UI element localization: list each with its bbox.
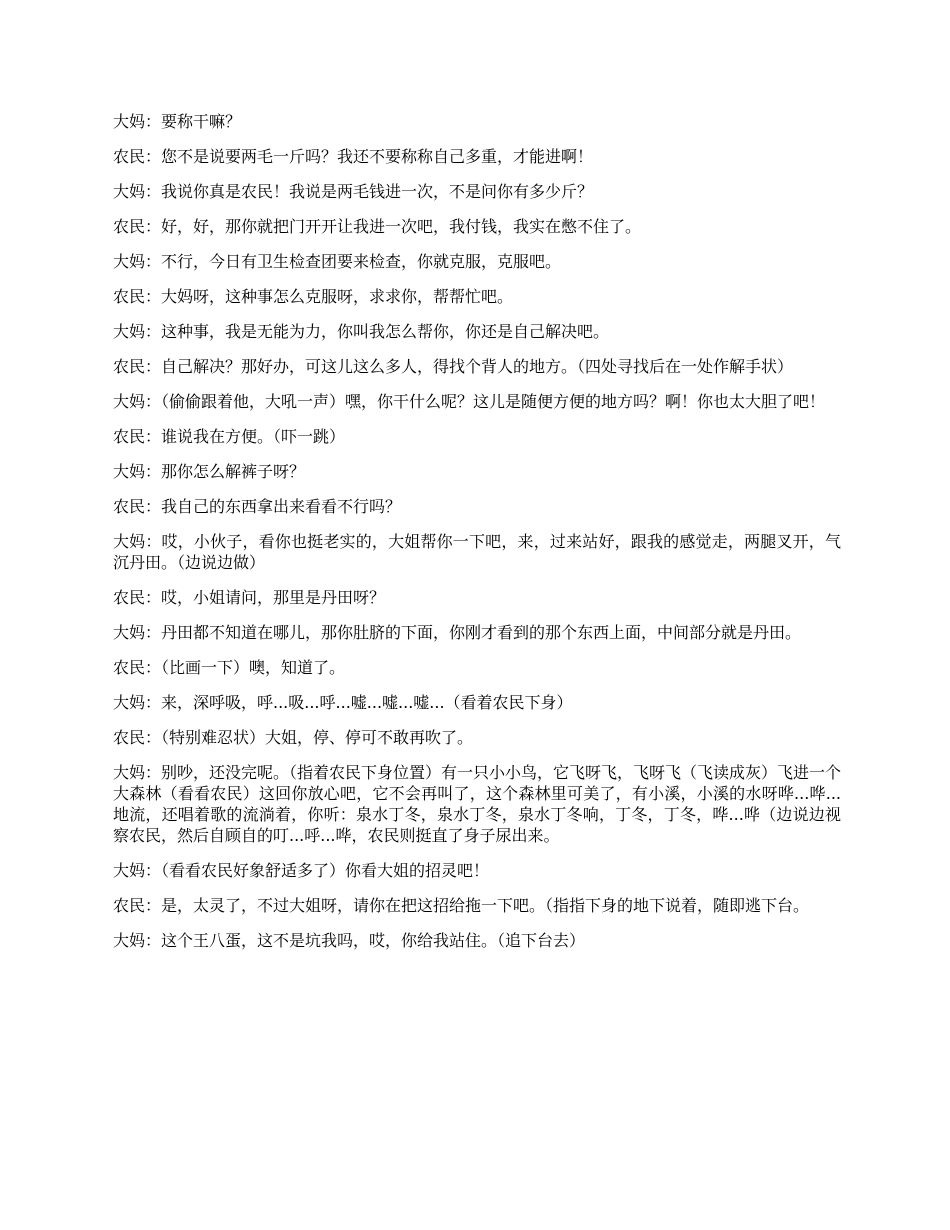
dialogue-line: 农民：（比画一下）噢，知道了。	[113, 658, 346, 677]
dialogue-line: 农民：大妈呀，这种事怎么克服呀，求求你，帮帮忙吧。	[113, 287, 514, 306]
dialogue-line: 农民：哎，小姐请问，那里是丹田呀？	[113, 588, 386, 607]
dialogue-line: 农民：我自己的东西拿出来看看不行吗？	[113, 497, 402, 516]
dialogue-line: 大妈：（看看农民好象舒适多了）你看大姐的招灵吧！	[113, 861, 490, 880]
dialogue-line: 大妈：这个王八蛋，这不是坑我吗，哎，你给我站住。（追下台去）	[113, 931, 586, 950]
dialogue-line: 大妈：要称干嘛？	[113, 112, 242, 131]
dialogue-line: 大妈：哎，小伙子，看你也挺老实的，大姐帮你一下吧，来，过来站好，跟我的感觉走，两腿叉开，气沉丹田。（边说边做）	[113, 532, 841, 572]
dialogue-line: 大妈：我说你真是农民！我说是两毛钱进一次，不是问你有多少斤？	[113, 182, 594, 201]
dialogue-line: 大妈：这种事，我是无能为力，你叫我怎么帮你，你还是自己解决吧。	[113, 322, 610, 341]
dialogue-line: 大妈：那你怎么解裤子呀？	[113, 462, 306, 481]
dialogue-line: 农民：您不是说要两毛一斤吗？我还不要称称自己多重，才能进啊！	[113, 147, 594, 166]
dialogue-line: 大妈：来，深呼吸，呼...吸...呼...嘘...嘘...嘘...（看着农民下身）	[113, 693, 573, 712]
dialogue-line: 大妈：不行，今日有卫生检查团要来检查，你就克服，克服吧。	[113, 252, 562, 271]
dialogue-line: 农民：是，太灵了，不过大姐呀，请你在把这招给拖一下吧。（指指下身的地下说着，随即逃下台。	[113, 896, 810, 915]
dialogue-line: 农民：自己解决？那好办，可这儿这么多人，得找个背人的地方。（四处寻找后在一处作解手状）	[113, 357, 794, 376]
script-dialogue	[113, 111, 841, 965]
dialogue-line: 大妈：（偷偷跟着他，大吼一声）嘿，你干什么呢？这儿是随便方便的地方吗？啊！你也太大胆了吧！	[113, 392, 826, 411]
dialogue-line: 大妈：丹田都不知道在哪儿，那你肚脐的下面，你刚才看到的那个东西上面，中间部分就是丹田。	[113, 623, 802, 642]
dialogue-line: 农民：（特别难忍状）大姐，停、停可不敢再吹了。	[113, 728, 474, 747]
dialogue-line: 农民：好，好，那你就把门开开让我进一次吧，我付钱，我实在憋不住了。	[113, 217, 642, 236]
dialogue-line: 大妈：别吵，还没完呢。（指着农民下身位置）有一只小小鸟，它飞呀飞，飞呀飞（飞读成灰）飞进一个大森林（看看农民）这回你放心吧，它不会再叫了，这个森林里可美了，有小溪，小溪的水呀哗...哗...地流，还唱着歌的流淌着，你听：泉水丁冬，泉水丁冬，泉水丁冬响，丁冬，丁冬，哗...哗（边说边视察农民，然后自顾自的叮...呼...哗，农民则挺直了身子尿出来。	[113, 763, 842, 845]
dialogue-line: 农民：谁说我在方便。（吓一跳）	[113, 427, 346, 446]
